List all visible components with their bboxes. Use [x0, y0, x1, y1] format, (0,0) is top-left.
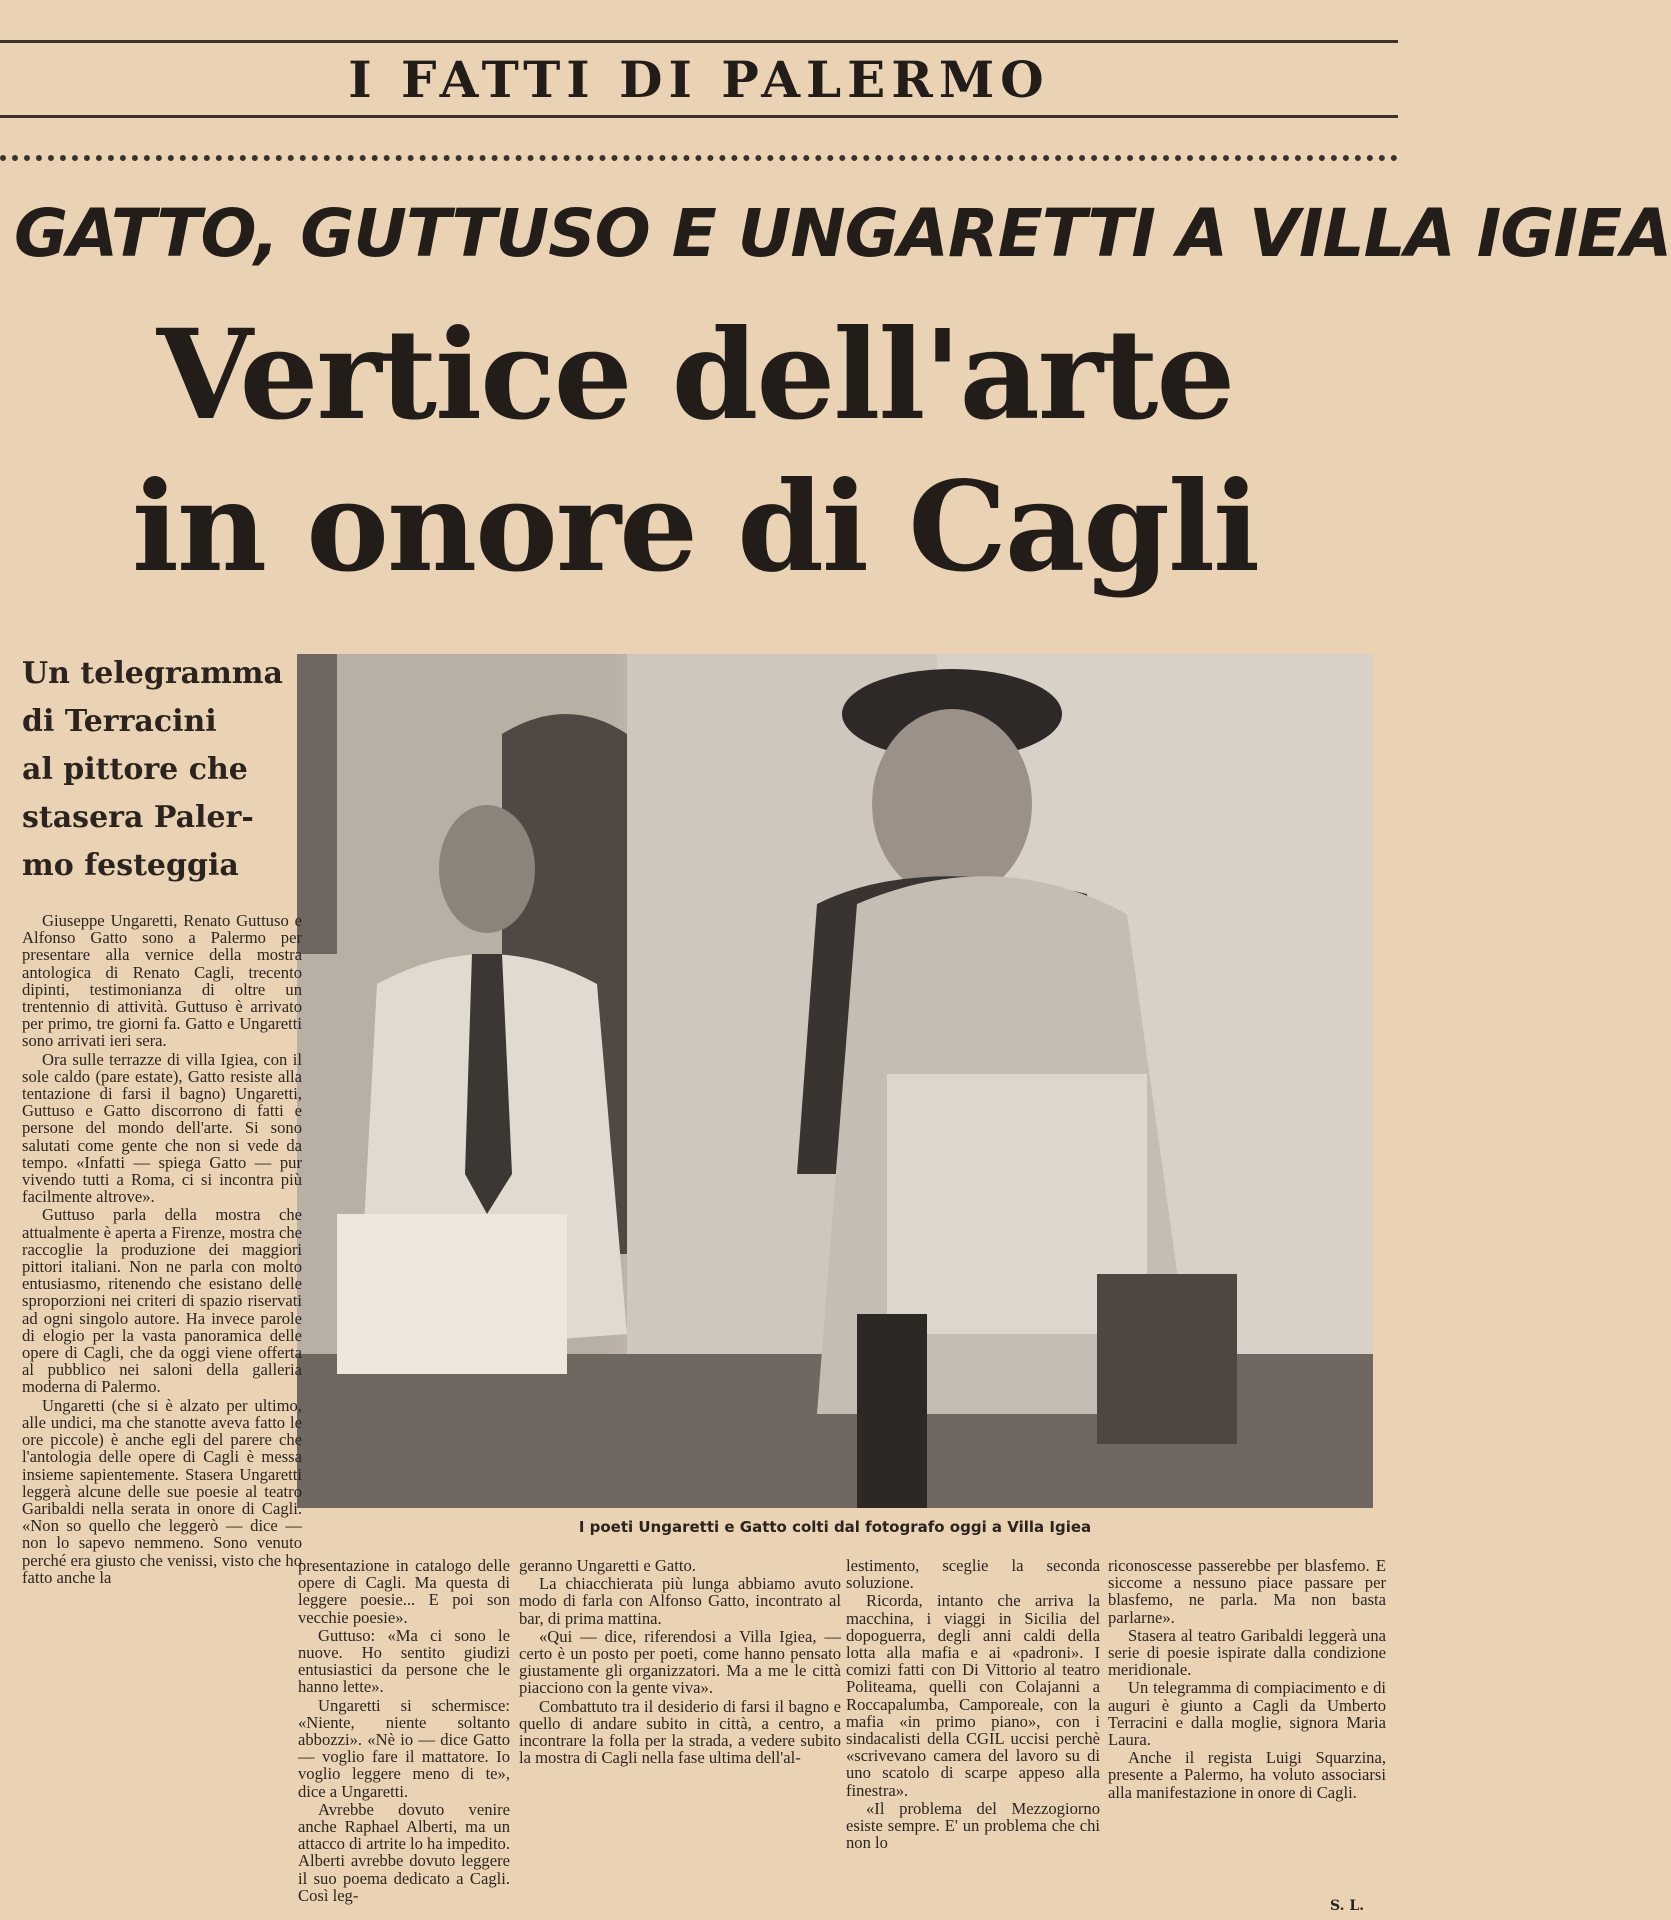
subhead-line: stasera Paler- [22, 800, 254, 835]
paragraph: Un telegramma di compiacimento e di auguri è giunto a Cagli da Umberto Terracini e dalla moglie, signora Maria Laura. [1108, 1678, 1386, 1750]
article-column-3 [519, 1557, 841, 1917]
paragraph: presentazione in catalogo delle opere di Cagli. Ma questa di leggere poesie... E poi son vecchie poesie». [298, 1556, 510, 1627]
subhead-line: Un telegramma [22, 656, 283, 691]
article-column-1 [22, 912, 302, 1917]
paragraph: Ungaretti (che si è alzato per ultimo, alle undici, ma che stanotte aveva fatto le ore piccole) è anche egli del parere che l'antologia delle opere di Cagli è messa insieme sapientemente. Stasera Ungaretti leggerà alcune delle sue poesie al teatro Garibaldi nella serata in onore di Cagli. «Non so quello che leggerò — dice — non lo sapevo nemmeno. Sono venuto perché era giusto che venissi, visto che ho fatto anche la [22, 1395, 302, 1587]
paragraph: Giuseppe Ungaretti, Renato Guttuso e Alfonso Gatto sono a Palermo per presentare alla vernice della mostra antologica di Renato Cagli, trecento dipinti, testimonianza di oltre un trentennio di attività. Guttuso è arrivato per primo, tre giorni fa. Gatto e Ungaretti sono arrivati ieri sera. [22, 911, 302, 1051]
paragraph: Guttuso parla della mostra che attualmente è aperta a Firenze, mostra che raccoglie la produzione dei maggiori pittori italiani. Non ne parla con molto entusiasmo, ritenendo che esistano delle sproporzioni nei criteri di spazio riservati ad ogni singolo autore. Ha invece parole di elogio per la vasta panoramica delle opere di Cagli, che da oggi viene offerta al pubblico nei saloni della galleria moderna di Palermo. [22, 1205, 302, 1397]
headline-line-1: Vertice dell'arte [156, 303, 1234, 448]
paragraph: geranno Ungaretti e Gatto. [519, 1556, 696, 1575]
subhead-line: mo festeggia [22, 848, 239, 883]
photo-caption: I poeti Ungaretti e Gatto colti dal fotografo oggi a Villa Igiea [578, 1518, 1092, 1536]
paragraph: Stasera al teatro Garibaldi leggerà una serie di poesie ispirate dalla condizione meridionale. [1108, 1625, 1386, 1680]
section-title: I FATTI DI PALERMO [348, 49, 1050, 109]
paragraph: «Qui — dice, riferendosi a Villa Igiea, — certo è un posto per poeti, come hanno pensato giustamente gli organizzatori. Ma a me le città piacciono con la gente viva». [519, 1626, 841, 1698]
photo-illustration [297, 654, 1373, 1508]
paragraph: Avrebbe dovuto venire anche Raphael Alberti, ma un attacco di artrite lo ha impedito. Alberti avrebbe dovuto leggere il suo poema dedicato a Cagli. Così leg- [298, 1799, 510, 1905]
paragraph: Ungaretti si schermisce: «Niente, niente soltanto abbozzi». «Nè io — dice Gatto — voglio fare il mattatore. Io voglio leggere meno di te», dice a Ungaretti. [298, 1695, 510, 1801]
news-photo [297, 654, 1373, 1508]
article-column-4 [846, 1557, 1100, 1917]
main-headline [30, 300, 1360, 604]
headline-line-2: in onore di Cagli [131, 455, 1259, 600]
subheadline [22, 650, 292, 890]
paragraph: Combattuto tra il desiderio di farsi il bagno e quello di andare subito in città, a centro, a incontrare la folla per la strada, a vedere subito la mostra di Cagli nella fase ultima dell'al- [519, 1696, 841, 1768]
paragraph: Ora sulle terrazze di villa Igiea, con il sole caldo (pare estate), Gatto resiste alla tentazione di farsi il bagno) Ungaretti, Guttuso e Gatto discorrono di fatti e persone del mondo dell'arte. Si sono salutati come gente che non si vede da tempo. «Infatti — spiega Gatto — pur vivendo tutti a Roma, ci si incontra più facilmente altrove». [22, 1049, 302, 1207]
subhead-line: di Terracini [22, 704, 217, 739]
paragraph: lestimento, sceglie la seconda soluzione. [846, 1556, 1100, 1593]
paragraph: Guttuso: «Ma ci sono le nuove. Ho sentito giudizi entusiastici da persone che le hanno lette». [298, 1625, 510, 1697]
subhead-line: al pittore che [22, 752, 248, 787]
article-column-5 [1108, 1557, 1386, 1917]
dotted-divider [0, 155, 1398, 169]
article-column-2 [298, 1557, 510, 1917]
paragraph: «Il problema del Mezzogiorno esiste sempre. E' un problema che chi non lo [846, 1798, 1100, 1853]
section-header [0, 40, 1398, 118]
author-initials: S. L. [1330, 1898, 1365, 1914]
paragraph: La chiacchierata più lunga abbiamo avuto modo di farla con Alfonso Gatto, incontrato al bar, di prima mattina. [519, 1574, 841, 1628]
paragraph: Anche il regista Luigi Squarzina, presente a Palermo, ha voluto associarsi alla manifestazione in onore di Cagli. [1108, 1748, 1386, 1802]
kicker-headline: GATTO, GUTTUSO E UNGARETTI A VILLA IGIEA [14, 195, 1671, 272]
paragraph: riconoscesse passerebbe per blasfemo. E siccome a nessuno piace passare per blasfemo, ne parla. Ma non basta parlarne». [1108, 1556, 1386, 1627]
paragraph: Ricorda, intanto che arriva la macchina, i viaggi in Sicilia del dopoguerra, degli anni caldi della lotta alla mafia e ai «padroni». I comizi fatti con Di Vittorio al teatro Politeama, quelli con Colajanni a Roccapalumba, Camporeale, con la mafia «in primo piano», con i sindacalisti della CGIL uccisi perchè «scrivevano camera del lavoro su di uno scatolo di scarpe appeso alla finestra». [846, 1591, 1100, 1800]
